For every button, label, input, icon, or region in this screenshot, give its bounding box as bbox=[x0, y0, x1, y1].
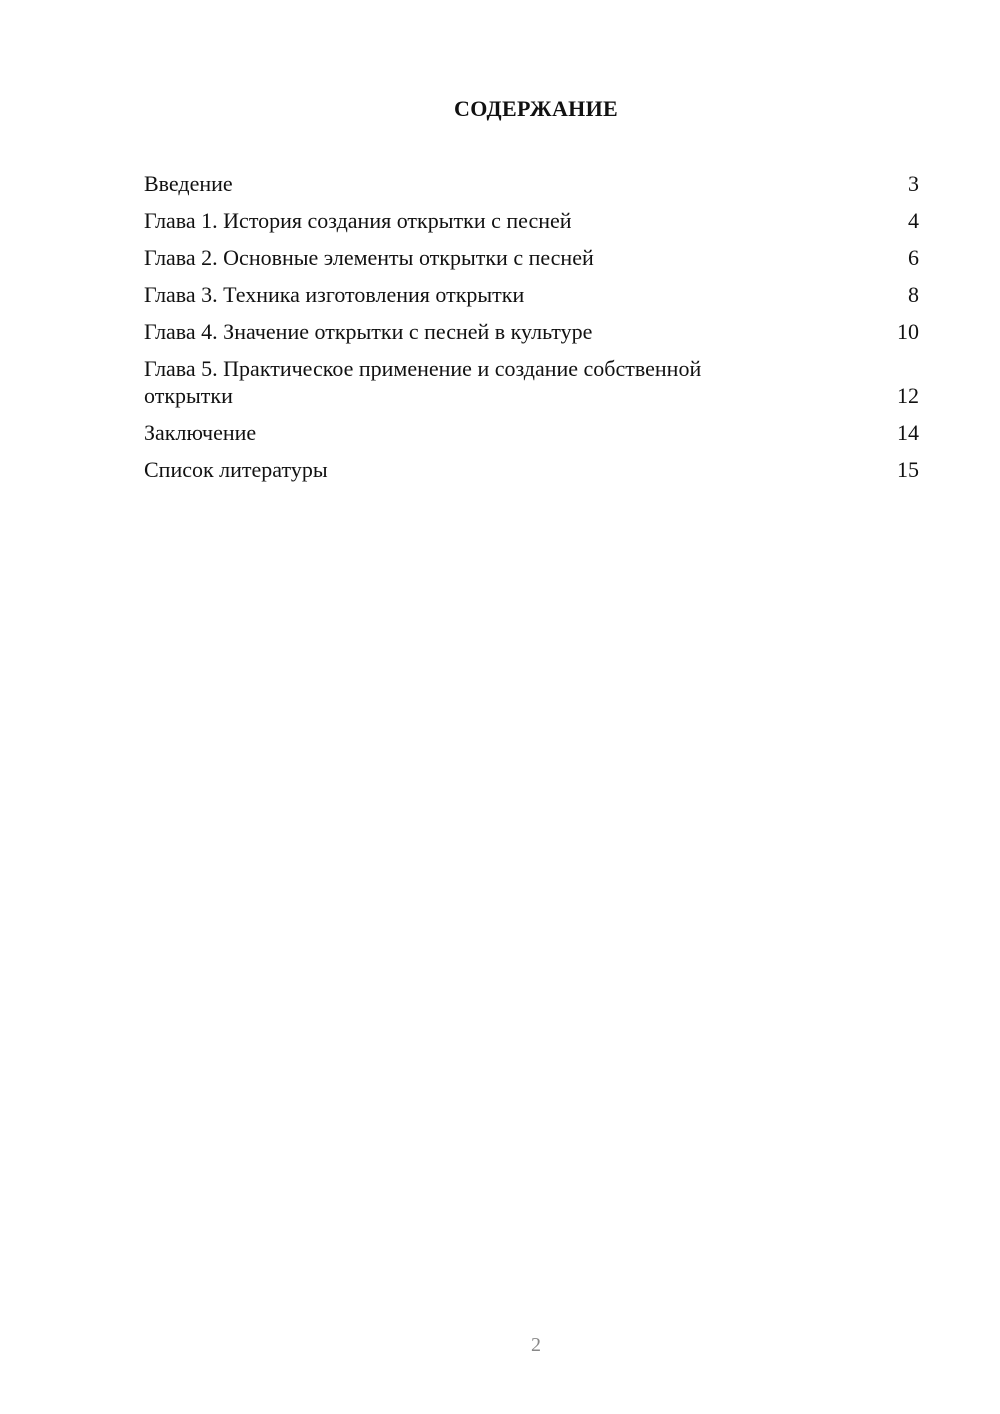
toc-entry-page: 12 bbox=[897, 383, 919, 408]
toc-entry-chapter-1[interactable] bbox=[144, 207, 919, 234]
toc-entry-introduction[interactable] bbox=[144, 170, 919, 197]
toc-entry-chapter-5[interactable] bbox=[144, 355, 919, 409]
toc-entry-page: 4 bbox=[908, 208, 919, 233]
toc-entry-page: 8 bbox=[908, 282, 919, 307]
page-title: СОДЕРЖАНИЕ bbox=[454, 96, 618, 121]
toc-entry-label: Глава 4. Значение открытки с песней в культуре bbox=[144, 319, 593, 344]
toc-entry-page: 6 bbox=[908, 245, 919, 270]
page-number: 2 bbox=[531, 1334, 541, 1356]
table-of-contents bbox=[144, 170, 919, 493]
toc-entry-conclusion[interactable] bbox=[144, 419, 919, 446]
toc-entry-label: Глава 3. Техника изготовления открытки bbox=[144, 282, 525, 307]
toc-entry-chapter-4[interactable] bbox=[144, 318, 919, 345]
toc-entry-references[interactable] bbox=[144, 456, 919, 483]
toc-entry-label: Введение bbox=[144, 171, 233, 196]
toc-entry-label: Глава 5. Практическое применение и создание собственной открытки bbox=[144, 356, 702, 408]
toc-entry-page: 14 bbox=[897, 420, 919, 445]
toc-entry-page: 15 bbox=[897, 457, 919, 482]
toc-entry-label: Глава 1. История создания открытки с песней bbox=[144, 208, 572, 233]
toc-entry-label: Заключение bbox=[144, 420, 257, 445]
toc-entry-page: 3 bbox=[908, 171, 919, 196]
toc-entry-chapter-2[interactable] bbox=[144, 244, 919, 271]
toc-entry-page: 10 bbox=[897, 319, 919, 344]
toc-entry-label: Список литературы bbox=[144, 457, 328, 482]
toc-entry-label: Глава 2. Основные элементы открытки с песней bbox=[144, 245, 594, 270]
toc-entry-chapter-3[interactable] bbox=[144, 281, 919, 308]
